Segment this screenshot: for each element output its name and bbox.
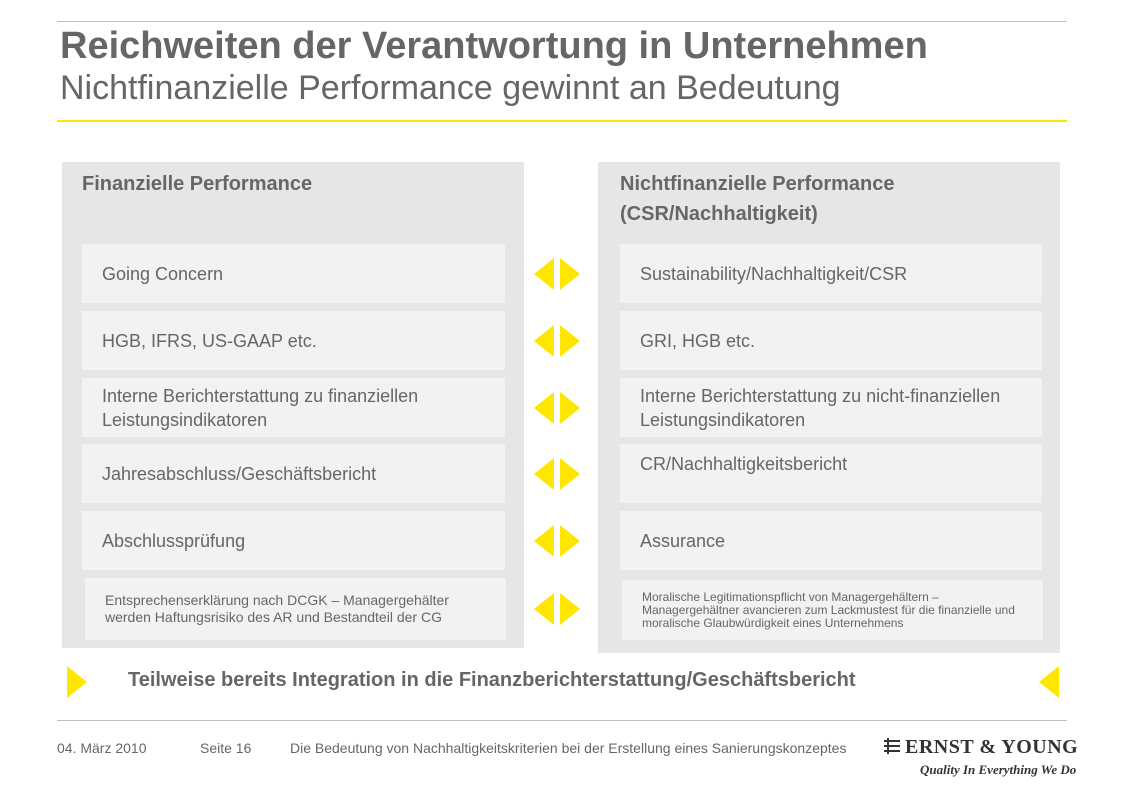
page-subtitle: Nichtfinanzielle Performance gewinnt an Bedeutung	[60, 69, 841, 107]
arrow-left-icon	[534, 258, 554, 290]
arrow-left-icon	[534, 392, 554, 424]
page-title: Reichweiten der Verantwortung in Unternehmen	[60, 25, 928, 67]
footer-page-number: Seite 16	[200, 740, 252, 756]
left-item-annual-report: Jahresabschluss/Geschäftsbericht	[82, 444, 505, 503]
right-item-gri: GRI, HGB etc.	[620, 311, 1042, 370]
right-item-cr-report: CR/Nachhaltigkeitsbericht	[620, 444, 1042, 503]
right-item-internal-reporting: Interne Berichterstattung zu nicht-finanziellen Leistungsindikatoren	[620, 378, 1042, 437]
right-item-assurance: Assurance	[620, 511, 1042, 570]
double-arrow-2	[534, 325, 580, 357]
double-arrow-3	[534, 392, 580, 424]
arrow-right-icon	[560, 258, 580, 290]
ey-logo-icon	[884, 738, 902, 761]
top-rule	[57, 21, 1067, 22]
left-item-internal-reporting: Interne Berichterstattung zu finanziellen Leistungsindikatoren	[82, 378, 505, 437]
non-financial-performance-heading: Nichtfinanzielle Performance (CSR/Nachhaltigkeit)	[620, 173, 895, 225]
left-item-audit: Abschlussprüfung	[82, 511, 505, 570]
right-item-sustainability: Sustainability/Nachhaltigkeit/CSR	[620, 244, 1042, 303]
arrow-right-icon	[67, 666, 87, 698]
footer-description: Die Bedeutung von Nachhaltigkeitskriterien bei der Erstellung eines Sanierungskonzeptes	[290, 740, 847, 756]
left-item-going-concern: Going Concern	[82, 244, 505, 303]
ey-logo-tagline: Quality In Everything We Do	[920, 762, 1077, 777]
double-arrow-4	[534, 458, 580, 490]
financial-performance-heading: Finanzielle Performance	[82, 173, 313, 195]
left-item-dcgk-declaration: Entsprechenserklärung nach DCGK – Managergehälter werden Haftungsrisiko des AR und Bestandteil der CG	[85, 578, 506, 640]
arrow-left-icon	[1039, 666, 1059, 698]
arrow-right-icon	[560, 593, 580, 625]
arrow-left-icon	[534, 325, 554, 357]
arrow-left-icon	[534, 525, 554, 557]
integration-statement: Teilweise bereits Integration in die Finanzberichterstattung/Geschäftsbericht	[128, 669, 856, 691]
footer-rule	[57, 720, 1067, 721]
right-item-moral-legitimation: Moralische Legitimationspflicht von Managergehältern – Managergehältner avancieren zum Lackmustest für die finanzielle und moralische Glaubwürdigkeit eines Unternehmens	[622, 580, 1043, 640]
double-arrow-5	[534, 525, 580, 557]
arrow-right-icon	[560, 325, 580, 357]
double-arrow-6	[534, 593, 580, 625]
arrow-right-icon	[560, 525, 580, 557]
arrow-left-icon	[534, 593, 554, 625]
left-item-standards: HGB, IFRS, US-GAAP etc.	[82, 311, 505, 370]
ey-logo-wordmark: ERNST & YOUNG	[905, 736, 1079, 758]
footer-date: 04. März 2010	[57, 740, 147, 756]
double-arrow-1	[534, 258, 580, 290]
arrow-right-icon	[560, 458, 580, 490]
arrow-left-icon	[534, 458, 554, 490]
arrow-right-icon	[560, 392, 580, 424]
title-underline	[57, 120, 1067, 122]
